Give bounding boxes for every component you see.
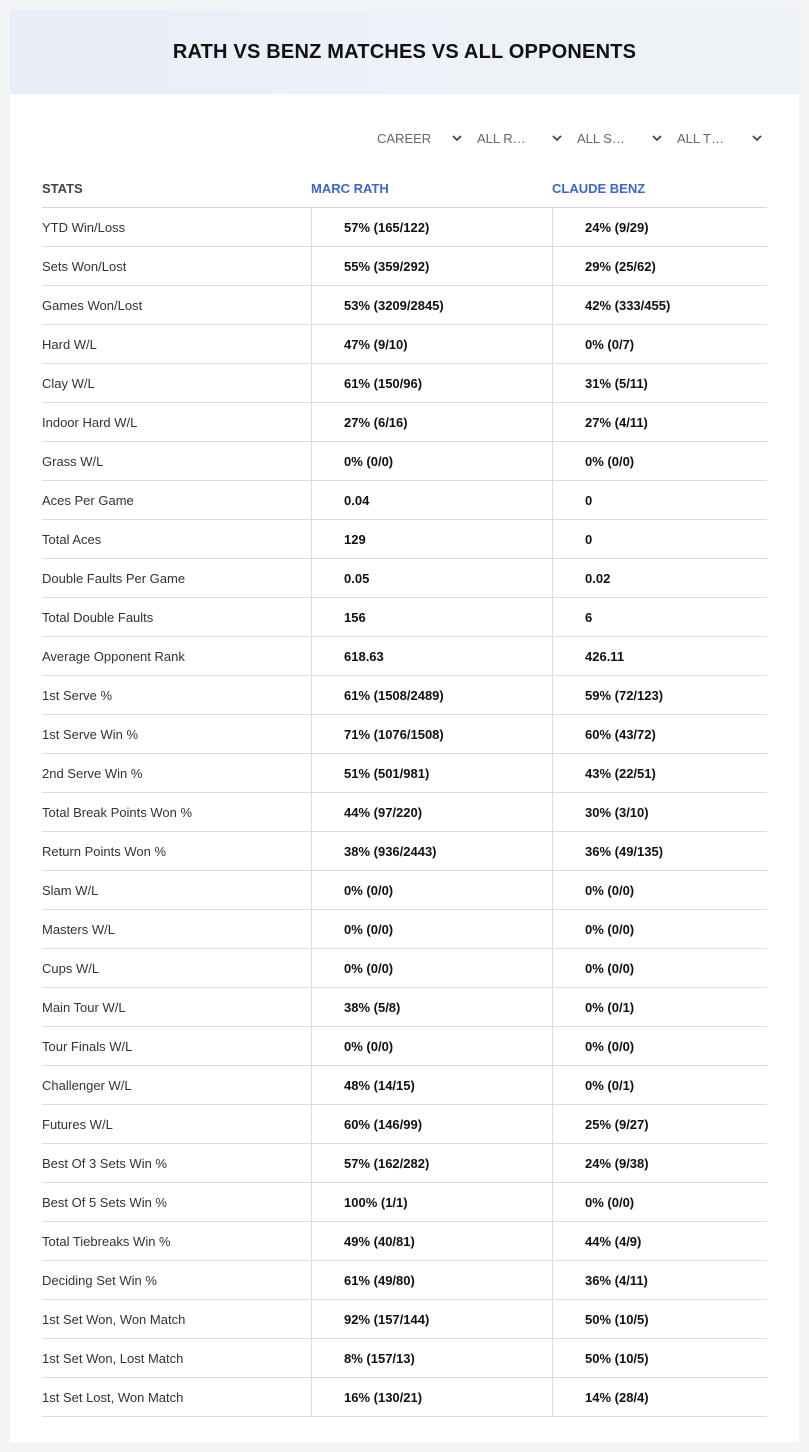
player1-stat-value: 156	[311, 598, 552, 636]
table-row	[42, 481, 767, 520]
stat-label: Best Of 5 Sets Win %	[42, 1194, 167, 1210]
player1-stat-value: 618.63	[311, 637, 552, 675]
player2-stat-value: 43% (22/51)	[552, 754, 767, 792]
table-row	[42, 325, 767, 364]
player2-stat-value: 50% (10/5)	[552, 1300, 767, 1338]
player1-stat-value: 51% (501/981)	[311, 754, 552, 792]
table-row	[42, 793, 767, 832]
stats-column-header: STATS	[42, 181, 83, 196]
filter-period-label: CAREER	[377, 130, 432, 146]
player1-stat-value: 55% (359/292)	[311, 247, 552, 285]
table-row	[42, 676, 767, 715]
table-row	[42, 1222, 767, 1261]
stat-label: YTD Win/Loss	[42, 219, 126, 235]
card-header	[10, 10, 799, 94]
stat-label: Cups W/L	[42, 960, 100, 976]
table-row	[42, 1105, 767, 1144]
stat-label: 1st Serve Win %	[42, 726, 139, 742]
player2-stat-value: 0% (0/0)	[552, 1027, 767, 1065]
player2-stat-value: 0% (0/0)	[552, 910, 767, 948]
table-row	[42, 949, 767, 988]
player2-stat-value: 59% (72/123)	[552, 676, 767, 714]
stat-label: 2nd Serve Win %	[42, 765, 143, 781]
table-header	[42, 170, 767, 208]
table-row	[42, 988, 767, 1027]
filter-round-select[interactable]	[467, 128, 567, 148]
player2-stat-value: 0	[552, 481, 767, 519]
player1-stat-value: 47% (9/10)	[311, 325, 552, 363]
filter-tournament-select[interactable]	[667, 128, 767, 148]
player2-stat-value: 29% (25/62)	[552, 247, 767, 285]
player2-stat-value: 24% (9/38)	[552, 1144, 767, 1182]
player2-stat-value: 44% (4/9)	[552, 1222, 767, 1260]
filter-surface-select[interactable]	[567, 128, 667, 148]
stat-label: 1st Serve %	[42, 687, 113, 703]
player2-stat-value: 0% (0/0)	[552, 442, 767, 480]
table-row	[42, 910, 767, 949]
player1-stat-value: 53% (3209/2845)	[311, 286, 552, 324]
player2-stat-value: 0% (0/0)	[552, 949, 767, 987]
stat-label: Slam W/L	[42, 882, 99, 898]
player2-stat-value: 426.11	[552, 637, 767, 675]
player2-stat-value: 25% (9/27)	[552, 1105, 767, 1143]
player2-stat-value: 42% (333/455)	[552, 286, 767, 324]
player1-stat-value: 129	[311, 520, 552, 558]
table-row	[42, 637, 767, 676]
player1-stat-value: 48% (14/15)	[311, 1066, 552, 1104]
stat-label: Best Of 3 Sets Win %	[42, 1155, 167, 1171]
table-row	[42, 598, 767, 637]
stat-label: Return Points Won %	[42, 843, 167, 859]
player2-stat-value: 24% (9/29)	[552, 208, 767, 246]
table-row	[42, 286, 767, 325]
player1-stat-value: 61% (1508/2489)	[311, 676, 552, 714]
player1-stat-value: 92% (157/144)	[311, 1300, 552, 1338]
player2-stat-value: 36% (4/11)	[552, 1261, 767, 1299]
stat-label: Tour Finals W/L	[42, 1038, 133, 1054]
player1-stat-value: 0% (0/0)	[311, 1027, 552, 1065]
table-row	[42, 208, 767, 247]
player1-stat-value: 49% (40/81)	[311, 1222, 552, 1260]
table-row	[42, 832, 767, 871]
table-row	[42, 1183, 767, 1222]
player1-column-header[interactable]: MARC RATH	[311, 181, 389, 196]
player2-stat-value: 0% (0/1)	[552, 988, 767, 1026]
table-row	[42, 715, 767, 754]
stat-label: Clay W/L	[42, 375, 95, 391]
stat-label: 1st Set Lost, Won Match	[42, 1389, 184, 1405]
filter-round-label: ALL R…	[477, 130, 526, 146]
player2-stat-value: 0% (0/0)	[552, 1183, 767, 1221]
stat-label: Hard W/L	[42, 336, 97, 352]
player2-stat-value: 30% (3/10)	[552, 793, 767, 831]
player1-stat-value: 0% (0/0)	[311, 871, 552, 909]
filter-bar	[367, 128, 767, 148]
stats-card	[10, 10, 799, 1442]
player1-stat-value: 60% (146/99)	[311, 1105, 552, 1143]
filter-period-select[interactable]	[367, 128, 467, 148]
stats-table	[42, 170, 767, 1417]
player2-stat-value: 0% (0/7)	[552, 325, 767, 363]
player2-stat-value: 27% (4/11)	[552, 403, 767, 441]
filter-surface-label: ALL S…	[577, 130, 625, 146]
table-row	[42, 1066, 767, 1105]
player1-stat-value: 100% (1/1)	[311, 1183, 552, 1221]
page-title: RATH VS BENZ MATCHES VS ALL OPPONENTS	[172, 40, 637, 63]
stat-label: Grass W/L	[42, 453, 104, 469]
table-row	[42, 520, 767, 559]
player2-stat-value: 50% (10/5)	[552, 1339, 767, 1377]
stat-label: 1st Set Won, Won Match	[42, 1311, 186, 1327]
stat-label: Deciding Set Win %	[42, 1272, 157, 1288]
stat-label: Total Tiebreaks Win %	[42, 1233, 171, 1249]
filter-tournament-label: ALL T…	[677, 130, 724, 146]
table-row	[42, 754, 767, 793]
player1-stat-value: 8% (157/13)	[311, 1339, 552, 1377]
stat-label: Indoor Hard W/L	[42, 414, 138, 430]
stat-label: Games Won/Lost	[42, 297, 143, 313]
table-body	[42, 208, 767, 1417]
table-row	[42, 442, 767, 481]
stat-label: Aces Per Game	[42, 492, 134, 508]
table-row	[42, 559, 767, 598]
player1-stat-value: 61% (49/80)	[311, 1261, 552, 1299]
player2-stat-value: 31% (5/11)	[552, 364, 767, 402]
player2-stat-value: 0% (0/1)	[552, 1066, 767, 1104]
stat-label: 1st Set Won, Lost Match	[42, 1350, 184, 1366]
player1-stat-value: 0.04	[311, 481, 552, 519]
table-row	[42, 1144, 767, 1183]
stat-label: Masters W/L	[42, 921, 115, 937]
player2-stat-value: 60% (43/72)	[552, 715, 767, 753]
player2-stat-value: 6	[552, 598, 767, 636]
table-row	[42, 1261, 767, 1300]
player1-stat-value: 27% (6/16)	[311, 403, 552, 441]
player1-stat-value: 57% (165/122)	[311, 208, 552, 246]
stat-label: Total Double Faults	[42, 609, 154, 625]
player2-stat-value: 0.02	[552, 559, 767, 597]
player1-stat-value: 57% (162/282)	[311, 1144, 552, 1182]
player1-stat-value: 61% (150/96)	[311, 364, 552, 402]
table-row	[42, 364, 767, 403]
stat-label: Main Tour W/L	[42, 999, 126, 1015]
stat-label: Average Opponent Rank	[42, 648, 185, 664]
table-row	[42, 1027, 767, 1066]
stat-label: Total Aces	[42, 531, 102, 547]
player1-stat-value: 38% (936/2443)	[311, 832, 552, 870]
chevron-down-icon	[551, 132, 563, 144]
table-row	[42, 403, 767, 442]
chevron-down-icon	[651, 132, 663, 144]
player2-stat-value: 0% (0/0)	[552, 871, 767, 909]
player1-stat-value: 0% (0/0)	[311, 949, 552, 987]
player1-stat-value: 0.05	[311, 559, 552, 597]
player1-stat-value: 0% (0/0)	[311, 910, 552, 948]
table-row	[42, 1300, 767, 1339]
player1-stat-value: 0% (0/0)	[311, 442, 552, 480]
table-row	[42, 247, 767, 286]
player1-stat-value: 44% (97/220)	[311, 793, 552, 831]
player1-stat-value: 16% (130/21)	[311, 1378, 552, 1416]
player2-stat-value: 36% (49/135)	[552, 832, 767, 870]
table-row	[42, 871, 767, 910]
stat-label: Total Break Points Won %	[42, 804, 193, 820]
stat-label: Double Faults Per Game	[42, 570, 186, 586]
player1-stat-value: 38% (5/8)	[311, 988, 552, 1026]
player2-stat-value: 0	[552, 520, 767, 558]
table-row	[42, 1339, 767, 1378]
chevron-down-icon	[751, 132, 763, 144]
chevron-down-icon	[451, 132, 463, 144]
stat-label: Sets Won/Lost	[42, 258, 127, 274]
stat-label: Challenger W/L	[42, 1077, 132, 1093]
stat-label: Futures W/L	[42, 1116, 113, 1132]
player2-column-header[interactable]: CLAUDE BENZ	[552, 181, 646, 196]
player2-stat-value: 14% (28/4)	[552, 1378, 767, 1416]
player1-stat-value: 71% (1076/1508)	[311, 715, 552, 753]
table-row	[42, 1378, 767, 1417]
